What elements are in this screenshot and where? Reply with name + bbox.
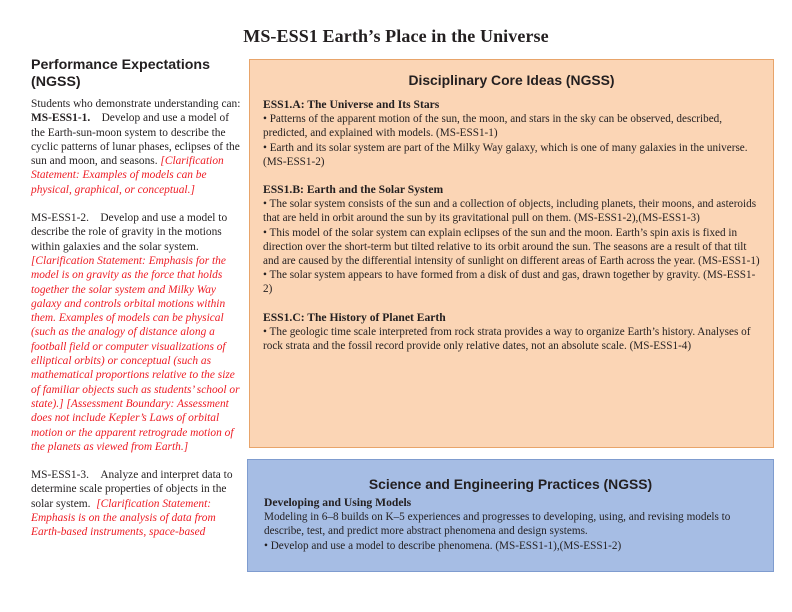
core-idea-section	[263, 98, 763, 169]
core-idea-section	[263, 311, 763, 354]
clarification-statement: [Clarification Statement: Emphasis for the model is on gravity as the force that holds together the solar system and Milky Way galaxy and controls orbital motions within them. Examples of models can be physical (such as the analogy of distance along a football field or computer visualizations of elliptical orbits) or conceptual (such as mathematical proportions relative to the size of familiar objects such as students’ school or state).] [Assessment Boundary: Assessment does not include Kepler’s Laws of orbital motion or the apparent retrograde motion of the planets as viewed from Earth.]	[31, 254, 240, 453]
core-idea-title: ESS1.B: Earth and the Solar System	[263, 183, 444, 197]
disciplinary-core-ideas-heading: Disciplinary Core Ideas (NGSS)	[408, 72, 615, 88]
pe-code: MS-ESS1-1.	[31, 112, 91, 125]
core-idea-bullet: • The solar system consists of the sun and a collection of objects, including planets, their moons, and asteroids that are held in orbit around the sun by its gravitational pull on them. (MS-ESS1-2),(MS-ESS1-3)	[263, 198, 757, 225]
practice-paragraph: Modeling in 6–8 builds on K–5 experiences and progresses to developing, using, and revising models to describe, test, and predict more abstract phenomena and design systems.	[264, 511, 731, 538]
practice-subheading: Developing and Using Models	[264, 496, 412, 509]
core-idea-bullet: • This model of the solar system can explain eclipses of the sun and the moon. Earth’s spin axis is fixed in direction over the short-term but tilted relative to its orbit around the sun. The seasons are a result of that tilt and are caused by the differential intensity of sunlight on different areas of Earth across the year. (MS-ESS1-1)	[263, 226, 760, 268]
science-engineering-practices-box	[247, 459, 774, 572]
pe-text: Develop and use a model of the Earth-sun-moon system to describe the cyclic patterns of lunar phases, eclipses of the sun and moon, and seasons.	[31, 112, 240, 168]
disciplinary-core-ideas-body	[263, 98, 763, 367]
performance-expectations-intro: Students who demonstrate understanding can:	[31, 98, 241, 110]
disciplinary-core-ideas-box	[249, 59, 774, 448]
core-idea-title: ESS1.C: The History of Planet Earth	[263, 310, 446, 324]
clarification-statement: [Clarification Statement: Examples of models can be physical, graphical, or conceptual.]	[31, 155, 224, 196]
core-idea-section	[263, 183, 763, 297]
science-engineering-practices-heading: Science and Engineering Practices (NGSS)	[368, 476, 653, 492]
science-engineering-practices-body	[264, 496, 764, 553]
clarification-statement: [Clarification Statement: Emphasis is on the analysis of data from Earth-based instruments, space-based	[31, 497, 216, 539]
performance-expectation-item	[31, 111, 244, 197]
pe-text: Analyze and interpret data to determine scale properties of objects in the solar system.	[31, 469, 233, 510]
page-title: MS-ESS1 Earth’s Place in the Universe	[243, 26, 549, 46]
pe-text: Develop and use a model to describe the role of gravity in the motions within galaxies and the solar system.	[31, 212, 228, 253]
performance-expectations-heading: Performance Expectations (NGSS)	[31, 57, 210, 90]
pe-code: MS-ESS1-3.	[31, 469, 89, 482]
pe-code: MS-ESS1-2.	[31, 212, 89, 225]
performance-expectation-item	[31, 211, 244, 454]
performance-expectations-column	[31, 57, 244, 554]
core-idea-bullet: • Patterns of the apparent motion of the sun, the moon, and stars in the sky can be observed, described, predicted, and explained with models. (MS-ESS1-1)	[263, 113, 723, 140]
core-idea-bullet: • The solar system appears to have formed from a disk of dust and gas, drawn together by gravity. (MS-ESS1-2)	[263, 269, 756, 296]
core-idea-title: ESS1.A: The Universe and Its Stars	[263, 98, 440, 111]
core-idea-bullet: • The geologic time scale interpreted from rock strata provides a way to organize Earth’s history. Analyses of rock strata and the fossil record provide only relative dates, not an absolute scale. (MS-ESS1-4)	[263, 325, 751, 353]
core-idea-bullet: • Earth and its solar system are part of the Milky Way galaxy, which is one of many galaxies in the universe. (MS-ESS1-2)	[263, 141, 748, 168]
performance-expectation-item	[31, 468, 244, 539]
practice-bullet: • Develop and use a model to describe phenomena. (MS-ESS1-1),(MS-ESS1-2)	[264, 539, 622, 552]
